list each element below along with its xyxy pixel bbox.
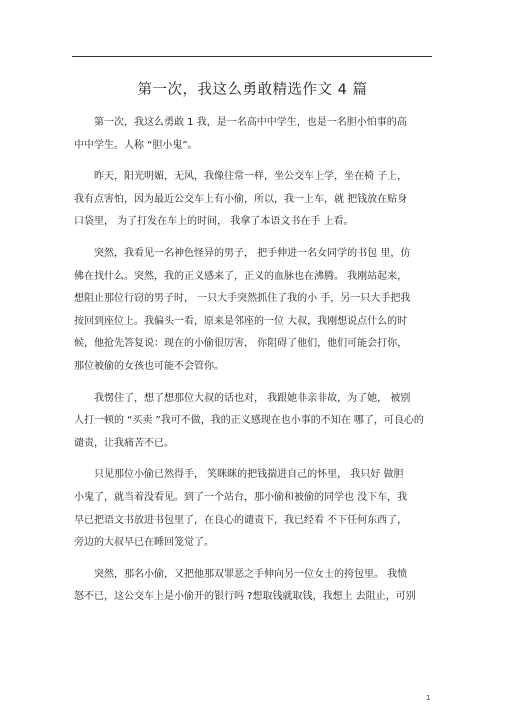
paragraph-5 <box>74 464 432 554</box>
paragraph-1 <box>74 112 432 157</box>
text-line: 昨天，阳光明媚，无风，我像往常一样，坐公交车上学，坐在椅 子上， <box>94 171 408 183</box>
text-line: 早已把语文书放进书包里了，在良心的谴责下，我已经看 不下任何东西了， <box>74 514 408 526</box>
text-line: 谴责，让我痛苦不已。 <box>74 437 174 449</box>
text-line: 想阻止那位行窃的男子时， 一只大手突然抓住了我的小 手，另一只大手把我 <box>74 293 411 305</box>
text-line: 怒不已，这公交车上是小偷开的银行吗 ?想取钱就取钱，我想上 去阻止，可别 <box>74 591 416 603</box>
text-line: 只见那位小偷已然得手， 笑眯眯的把钱揣进自己的怀里， 我只好 做胆 <box>94 469 404 481</box>
document-body <box>74 112 432 618</box>
text-line: 那位被偷的女孩也可能不会管你。 <box>74 360 224 372</box>
text-line: 口袋里， 为了打发在车上的时间， 我拿了本语文书在手 上看。 <box>74 216 354 228</box>
text-line: 人打一顿的 “买卖 ”我可不做，我的正义感现在也小事的不知在 哪了，可良心的 <box>74 415 424 427</box>
text-line: 我有点害怕，因为最近公交车上有小偷，所以，我一上车，就 把钱放在贴身 <box>74 193 408 205</box>
text-line: 佛在找什么。突然，我的正义感来了，正义的血脉也在沸腾。 我刚站起来， <box>74 270 408 282</box>
paragraph-2 <box>74 166 432 234</box>
text-line: 小鬼了，就当着没看见。到了一个站台，那小偷和被偷的同学也 没下车，我 <box>74 491 408 503</box>
text-line: 中中学生。人称 “胆小鬼”。 <box>74 139 198 151</box>
text-line: 候，他抢先答复说：现在的小偷很厉害， 你阻碍了他们，他们可能会打你， <box>74 338 408 350</box>
header-rule <box>72 56 432 57</box>
paragraph-4 <box>74 388 432 456</box>
text-line: 突然，那名小偷，又把他那双罪恶之手伸向另一位女士的挎包里。 我愤 <box>94 568 408 580</box>
text-line: 突然，我看见一名神色怪异的男子， 把手伸进一名女同学的书包 里，仿 <box>94 247 411 259</box>
page-title: 第一次，我这么勇敢精选作文 4 篇 <box>137 82 368 98</box>
text-line: 第一次，我这么勇敢 1 我，是一名高中中学生，也是一名胆小怕事的高 <box>94 117 407 128</box>
text-line: 按回到座位上。我偏头一看，原来是邻座的一位 大叔，我刚想说点什么的时 <box>74 315 408 327</box>
paragraph-3 <box>74 243 432 379</box>
paragraph-6 <box>74 564 432 609</box>
text-line: 旁边的大叔早已在睡回笼觉了。 <box>74 537 214 549</box>
text-line: 我愣住了，想了想那位大叔的话也对， 我跟她非亲非故，为了她， 被别 <box>94 392 411 404</box>
page-number: 1 <box>426 694 431 702</box>
